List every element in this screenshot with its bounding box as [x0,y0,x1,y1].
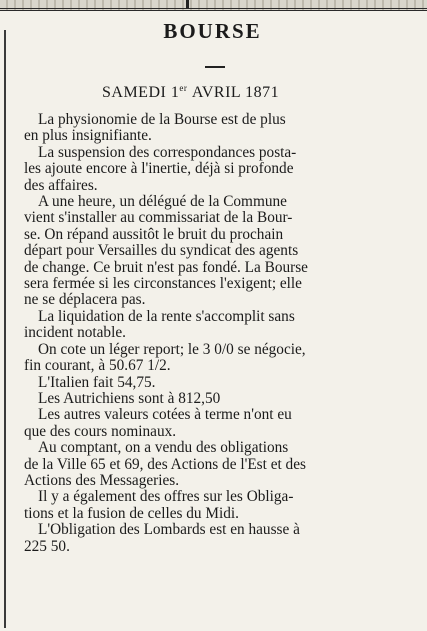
text-line: La suspension des correspondances posta- [38,143,297,161]
text-line: Les autres valeurs cotées à terme n'ont eu [38,406,292,424]
text-line: des affaires. [24,176,98,194]
article-body [24,112,420,555]
paragraph [24,342,420,375]
dateline [102,84,327,101]
paragraph [24,489,420,522]
text-line: tions et la fusion de celles du Midi. [24,504,239,522]
text-line: de la Ville 65 et 69, des Actions de l'Est et des [24,455,306,473]
text-line: que des cours nominaux. [24,422,177,440]
paragraph [24,145,420,194]
paragraph [24,309,420,342]
text-line: fin courant, à 50.67 1/2. [24,357,171,375]
text-line: La physionomie de la Bourse est de plus [38,111,286,128]
text-line: L'Obligation des Lombards est en hausse à [38,521,300,539]
paragraph [24,522,420,555]
text-line: en plus insignifiante. [24,127,152,145]
text-line: 225 50. [24,537,70,555]
paragraph [24,375,420,391]
text-line: les ajoute encore à l'inertie, déjà si profonde [24,160,294,178]
text-line: de change. Ce bruit n'est pas fondé. La Bourse [24,258,308,276]
text-line: vient s'installer au commissariat de la Bour- [24,209,293,227]
column-rule [4,30,6,628]
text-line: A une heure, un délégué de la Commune [38,193,287,211]
dateline-day: SAMEDI [102,84,167,101]
paragraph [24,407,420,440]
text-line: Au comptant, on a vendu des obligations [38,439,289,457]
text-line: ne se déplacera pas. [24,291,146,309]
text-line: incident notable. [24,324,126,342]
text-line: Il y a également des offres sur les Obliga- [38,488,294,506]
dateline-month-year: AVRIL 1871 [191,84,280,101]
dateline-sup: er [179,83,188,93]
paragraph [24,112,420,145]
text-line: La liquidation de la rente s'accomplit sans [38,307,295,325]
text-line: Actions des Messageries. [24,471,180,489]
rule-mark [186,0,189,9]
text-line: sera fermée si les circonstances l'exigent; elle [24,275,302,293]
dateline-num: 1 [170,84,180,101]
text-line: On cote un léger report; le 3 0/0 se négocie, [38,340,306,358]
text-line: L'Italien fait 54,75. [38,373,156,391]
text-line: se. On répand aussitôt le bruit du prochain [24,225,284,243]
text-line: Les Autrichiens sont à 812,50 [38,389,221,407]
top-rule [0,0,427,11]
section-heading: BOURSE [163,19,262,43]
paragraph [24,440,420,489]
paragraph [24,391,420,407]
heading-dash [205,66,225,68]
text-line: départ pour Versailles du syndicat des agents [24,242,299,260]
paragraph [24,194,420,309]
